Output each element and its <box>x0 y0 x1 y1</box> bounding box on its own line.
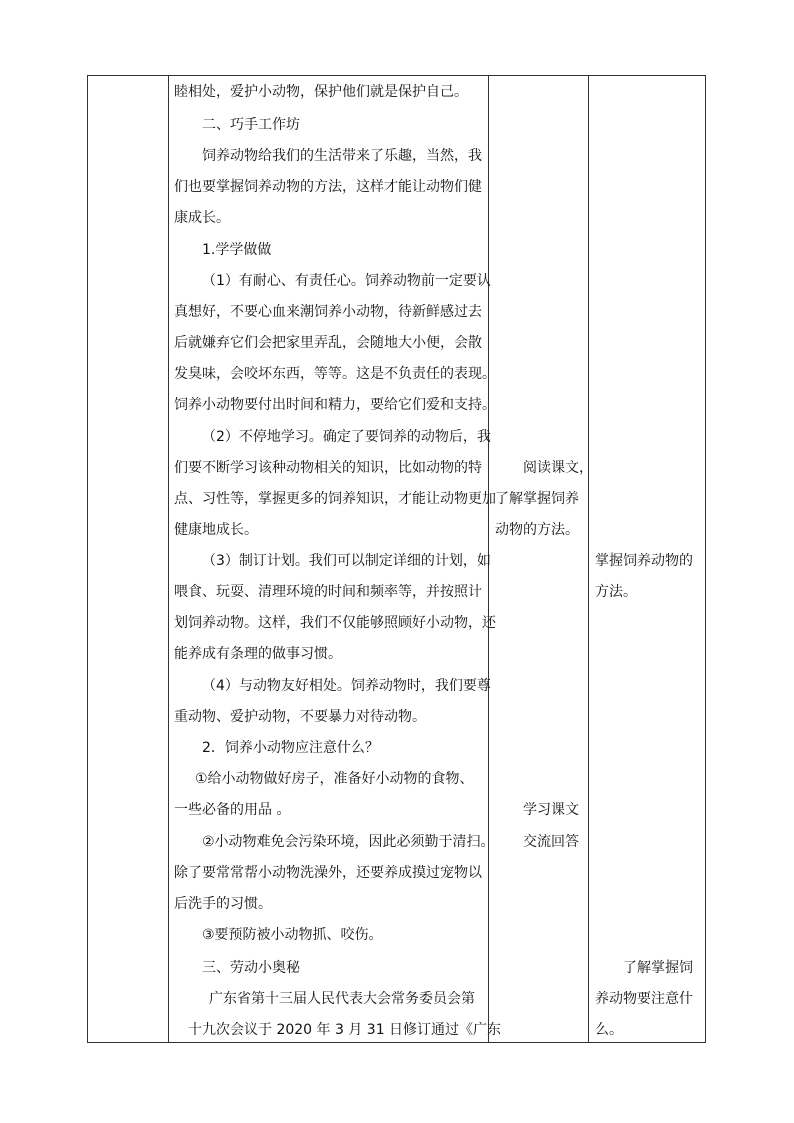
text-line: 们也要掌握饲养动物的方法，这样才能让动物们健 <box>174 179 482 195</box>
text-line: 能养成有条理的做事习惯。 <box>174 646 342 662</box>
lesson-table <box>87 75 706 1043</box>
text-line: 划饲养动物。这样，我们不仅能够照顾好小动物，还 <box>174 615 496 631</box>
column-divider <box>588 76 589 1042</box>
activity-line: 阅读课文， <box>523 460 593 476</box>
text-line: 后洗手的习惯。 <box>174 896 272 912</box>
text-line: ①给小动物做好房子，准备好小动物的食物、 <box>195 771 474 787</box>
text-line: 康成长。 <box>174 210 230 226</box>
text-line: （4）与动物友好相处。饲养动物时，我们要尊 <box>202 678 491 694</box>
text-line: 重动物、爱护动物，不要暴力对待动物。 <box>174 709 426 725</box>
section-heading: 二、巧手工作坊 <box>202 117 300 133</box>
text-line: 后就嫌弃它们会把家里弄乱，会随地大小便，会散 <box>174 335 482 351</box>
intent-line: 么。 <box>595 1022 623 1038</box>
text-line: 饲养动物给我们的生活带来了乐趣，当然，我 <box>202 148 482 164</box>
activity-line: 交流回答 <box>523 834 579 850</box>
text-line: （1）有耐心、有责任心。饲养动物前一定要认 <box>202 273 491 289</box>
text-line: 十九次会议于 2020 年 3 月 31 日修订通过《广东 <box>188 1022 502 1038</box>
intent-line: 了解掌握饲 <box>623 960 693 976</box>
text-line: ③要预防被小动物抓、咬伤。 <box>202 927 383 943</box>
section-heading: 三、劳动小奥秘 <box>202 960 300 976</box>
text-line: 睦相处，爱护小动物，保护他们就是保护自己。 <box>174 84 468 100</box>
text-line: 喂食、玩耍、清理环境的时间和频率等，并按照计 <box>174 584 482 600</box>
text-line: 除了要常常帮小动物洗澡外，还要养成摸过宠物以 <box>174 865 482 881</box>
text-line: 一些必备的用品 。 <box>174 802 291 818</box>
text-line: ②小动物难免会污染环境，因此必须勤于清扫。 <box>202 834 495 850</box>
activity-line: 学习课文 <box>523 802 579 818</box>
sub-heading: 2．饲养小动物应注意什么？ <box>202 740 379 756</box>
activity-line: 了解掌握饲养 <box>495 491 579 507</box>
text-line: （2）不停地学习。确定了要饲养的动物后，我 <box>202 429 491 445</box>
text-line: 饲养小动物要付出时间和精力，要给它们爱和支持。 <box>174 397 496 413</box>
text-line: 们要不断学习该种动物相关的知识，比如动物的特 <box>174 460 482 476</box>
column-divider <box>168 76 169 1042</box>
sub-heading: 1.学学做做 <box>202 242 272 258</box>
intent-line: 方法。 <box>595 584 637 600</box>
text-line: 广东省第十三届人民代表大会常务委员会第 <box>209 991 475 1007</box>
text-line: 点、习性等，掌握更多的饲养知识，才能让动物更加 <box>174 491 496 507</box>
activity-line: 动物的方法。 <box>495 522 579 538</box>
text-line: 发臭味，会咬坏东西，等等。这是不负责任的表现。 <box>174 366 496 382</box>
intent-line: 养动物要注意什 <box>595 991 693 1007</box>
text-line: 健康地成长。 <box>174 522 258 538</box>
text-line: 真想好，不要心血来潮饲养小动物，待新鲜感过去 <box>174 304 482 320</box>
text-line: （3）制订计划。我们可以制定详细的计划，如 <box>202 553 491 569</box>
intent-line: 掌握饲养动物的 <box>595 553 693 569</box>
